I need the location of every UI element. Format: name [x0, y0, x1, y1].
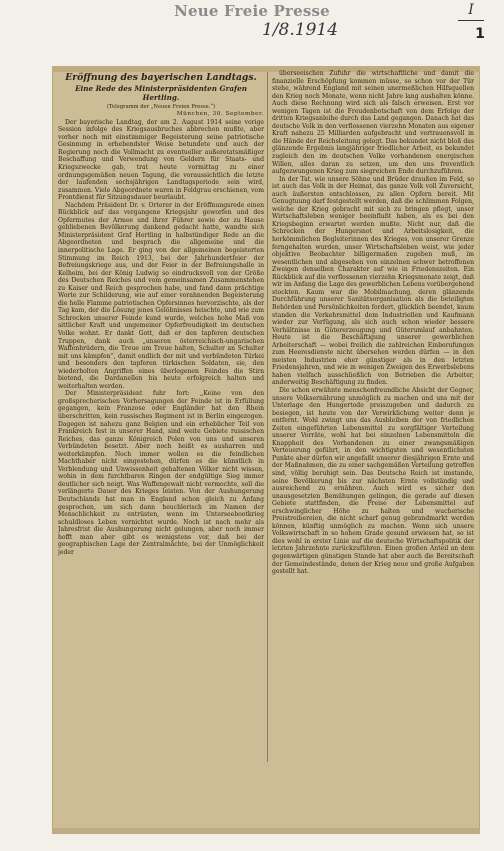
- article-paragraph: überseeischen Zufuhr die wirtschaftliche und damit die finanzielle Erschöpfung kommen müsse, so schon vor der Tür stehe, während England mit seinen unermeßlichen Hilfsquellen den Krieg noch Monate, wenn nicht Jahre lang aushalten könne. Auch diese Rechnung wird sich als falsch erweisen. Erst vor wenigen Tagen ist die Freudenbotschaft von dem Erfolge der dritten Kriegsanleihe durch das Land gegangen. Danach hat das deutsche Volk in den verflossenen vierzehn Monaten aus eigener Kraft nahezu 25 Milliarden aufgebracht und vertrauensvoll in die Hände der Reichsleitung gelegt. Das bekundet nicht bloß das glänzende Ergebnis langjähriger friedlicher Arbeit, es bekundet zugleich den im deutschen Volke vorhandenen energischen Willen, alles daran zu setzen, um den uns freventlich aufgezwungenen Krieg zum siegreichen Ende durchzuführen.: [272, 70, 474, 176]
- article-paragraph: Der bayerische Landtag, der am 2. August 1914 seine vorige Session infolge des Kriegsausbruches abbrechen mußte, aber vorher noch mit einstimmiger Begeisterung seine patriotische Gesinnung in erhebendster Weise betundete und auch der Regierung noch die Vollmacht zu eventueller außeretatsmäßiger Beschaffung und Verwendung von Geldern für Staats- und Kriegszwecke gab, trat heute vormittag zu einer ordnungsgemäßen neuen Tagung, die voraussichtlich die letzte der laufenden sechsjährigen Landtagsperiode sein wird, zusammen. Viele Abgeordnete waren in Feldgrau erschienen, vom Frontdienst für Sitzungsdauer beurlaubt.: [58, 118, 264, 202]
- article-subheadline: Eine Rede des Ministerpräsidenten Grafen Hertling.: [75, 84, 247, 102]
- column-divider: [267, 72, 268, 762]
- article-paragraph: Nachdem Präsident Dr. v. Orterer in der Eröffnungsrede einen Rückblick auf das vergangene Kriegsjahr geworfen und des Opfermutes der Armee und ihrer Führer sowie der zu Hause gebliebenen Bevölkerung dankend gedacht hatte, wandte sich Ministerpräsident Graf Hertling in halbstündiger Rede an die Abgeordneten und besprach die allgemeine und die innerpolitische Lage. Er ging von der allgemeinen begeisterten Stimmung im Reich 1913, bei der Jahrhundertfeier der Befreiungskriege aus, und der Feier in der Befreiungshalle in Kelheim, bei der König Ludwig so eindrucksvoll von der Größe des Deutschen Reiches und vom gemeinsamen Zusammenstehen zu Kaiser und Reich gesprochen habe, und fand dann prächtige Worte zur Schilderung, wie auf einer vorahnenden Begeisterung die helle Flamme patriotischen Opfersinnes hervorzischte, als der Tag kam, der die Lösung jenes Gelöbnisses heischte, und wie zum Schrecken unserer Feinde kund wurde, welches hohe Maß von sittlicher Kraft und ungemeiner Opferfreudigkeit im deutschen Volke wohnt. Er dankt Gott, daß er den tapferen deutschen Truppen, dank auch „unseren österreichisch-ungarischen Waffenbrüdern, die Treue um Treue halten, Schulter an Schulter mit uns kämpfen“, damit endlich der mit und verbündeten Türkei und besonders den tapferen türkischen Soldaten, sie, den wiederholten Angriffen eines überlegenen Feindes die Stirn bietend, die Dardanellen bis heute erfolgreich halten und weiterhalten werden.: [58, 201, 264, 390]
- telegram-note: (Telegramm der „Neuen Freien Presse.“): [106, 104, 216, 111]
- clipping-bottom-edge: [52, 828, 480, 834]
- masthead-stamp: Neue Freie Presse: [174, 2, 330, 20]
- article-column-right: [272, 70, 474, 760]
- handwritten-mark: I: [458, 2, 484, 21]
- article-dateline: München, 30. September.: [176, 110, 264, 117]
- handwritten-date: 1/8.1914: [262, 20, 339, 40]
- article-headline: Eröffnung des bayerischen Landtags.: [65, 72, 257, 83]
- article-paragraph: In der Tat, wie unsere Söhne und Brüder draußen im Feld, so ist auch das Volk in der Heimat, das ganze Volk voll Zuversicht, auch äußersten entschlossen, zu allen Opfern bereit. Mit Genugtuung darf festgestellt werden, daß die schlimmen Folgen, welche der Krieg gebracht mit sich zu bringen pflegt, unser Wirtschaftsleben weniger beeinflußt haben, als es bei den Kriegsbeginn erwartet werden mußte. Nicht nur, daß die Schrecken der Hungersnot und Arbeitslosigkeit, die herkömmlichen Begleiterinnen des Krieges, von unserer Grenze ferngehalten wurden, unser Wirtschaftsleben weist, wie jeder objektive Beobachter billigermaßen zugeben muß, im wesentlichen und abgesehen von einzelnen schwer betroffenen Zweigen denselben Charakter auf wie in Friedenszeiten. Ein Rückblick auf die verflossenen vierzehn Kriegsmonate zeigt, daß wir im Anfang die Lage des gewerblichen Lebens vorübergehend stockten. Kaum war die Mobilmachung, deren glänzende Durchführung unserer Sanitätsorganisation als die beteiligten Behörden und Persönlichkeiten fordert, glücklich beendet, kaum standen die Verkehrsmittel dem Industriellen und Kaufmann wieder zur Verfügung, als sich auch schon wieder bessere Verhältnisse in Gütererzeugung und Güterumlauf anbahnten. Heute ist die Beschäftigung unserer gewerblichen Arbeiterschaft — wobei freilich die zahlreichen Einberufungen zum Heeresdienste nicht übersehen werden dürfen — in den meisten Industrien eher günstiger als in den letzten Friedensjahren, und wie in wenigen Zweigen des Erwerbslebens haben vielfach ausschließlich von Betrieben die Arbeiter, anderweitig Beschäftigung zu finden.: [272, 175, 474, 387]
- article-paragraph: Der Ministerpräsident fuhr fort: „Keine von den großsprecherischen Vorhersagungen der Feinde ist in Erfüllung gegangen, kein Franzose oder Engländer hat den Rhein überschritten, kein russisches Regiment ist in Berlin eingezogen. Dagegen ist nahezu ganz Belgien und ein erheblicher Teil von Frankreich fest in unserer Hand, sind weite Gebiete russischen Reiches, das ganze Königreich Polen von uns und unseren Verbündeten besetzt. Aber noch heißt es ausharren und weiterkämpfen. Noch immer wollen es die feindlichen Machthaber nicht eingestehen, dürfen es die künstlich in Verblendung und Unwissenheit gehaltenen Völker nicht wissen, wohin in dem furchtbaren Ringen der endgültige Sieg immer deutlicher sich neigt. Was Waffengewalt nicht vermochte, soll die verlängerte Dauer des Krieges leisten. Von der Aushungerung Deutschlands hat man in England schon gleich zu Anfang gesprochen, um sich dann heuchlerisch im Namen der Menschlichkeit zu entrüsten, wenn im Unterseebootkrieg schuldloses Leben vernichtet wurde. Noch ist nach mehr als Jahresfrist die Aushungerung nicht gelungen, aber noch immer hofft man aber gibt es wenigstens vor, daß bei der geographischen Lage der Zentralmächte, bei der Unmöglichkeit jeder: [58, 390, 264, 556]
- page-number: 1: [475, 26, 485, 42]
- article-paragraph: Die schon erwähnte menschenfreundliche Absicht der Gegner, unsere Volksernährung unmöglich zu machen und uns mit der Unterlage den Hungertode preiszugeben und dadurch zu besiegen, ist heute von der Verwirklichung weiter denn je entfernt. Wohl zwingt uns das Ausbleiben der von friedlichen Zeiten eingeführten Lebensmittel zu sorgfältiger Verteilung unserer Vorräte, wohl hat bei einzelnen Lebensmitteln die Knappheit des Vorhandenen zu einer zwangsmäßigen Verteuerung geführt, in den wichtigsten und wesentlichsten Punkte aber dürfen wir angefaßt unserer diesjährigen Ernte und der Maßnahmen, die zu einer sachgemäßen Verteilung getroffen sind, völlig beruhigt sein. Das Deutsche Reich ist imstande, seine Bevölkerung bis zur nächsten Ernte vollständig und ausreichend zu ernähren. Auch wird es sicher den unausgesetzten Bemühungen gelingen, die gerade auf diesen Gebiete stattfinden, die Preise der Lebensmittel auf erschwinglicher Höhe zu halten und wucherische Preistreibereien, die nicht scharf genug gebrandmarkt werden können, künftig unmöglich zu machen. Wenn sich unsere Volkswirtschaft in so hohem Grade gesund erwiesen hat, so ist dies wohl in erster Linie auf die deutsche Wirtschaftspolitik der letzten Jahrzehnte zurückzuführen. Einen großen Anteil an dem gegenwärtigen günstigen Stande hat aber auch die Bereitschaft der Gemeindestände, denen der Krieg neue und große Aufgaben gestellt hat.: [272, 386, 474, 576]
- article-column-left: [58, 72, 264, 692]
